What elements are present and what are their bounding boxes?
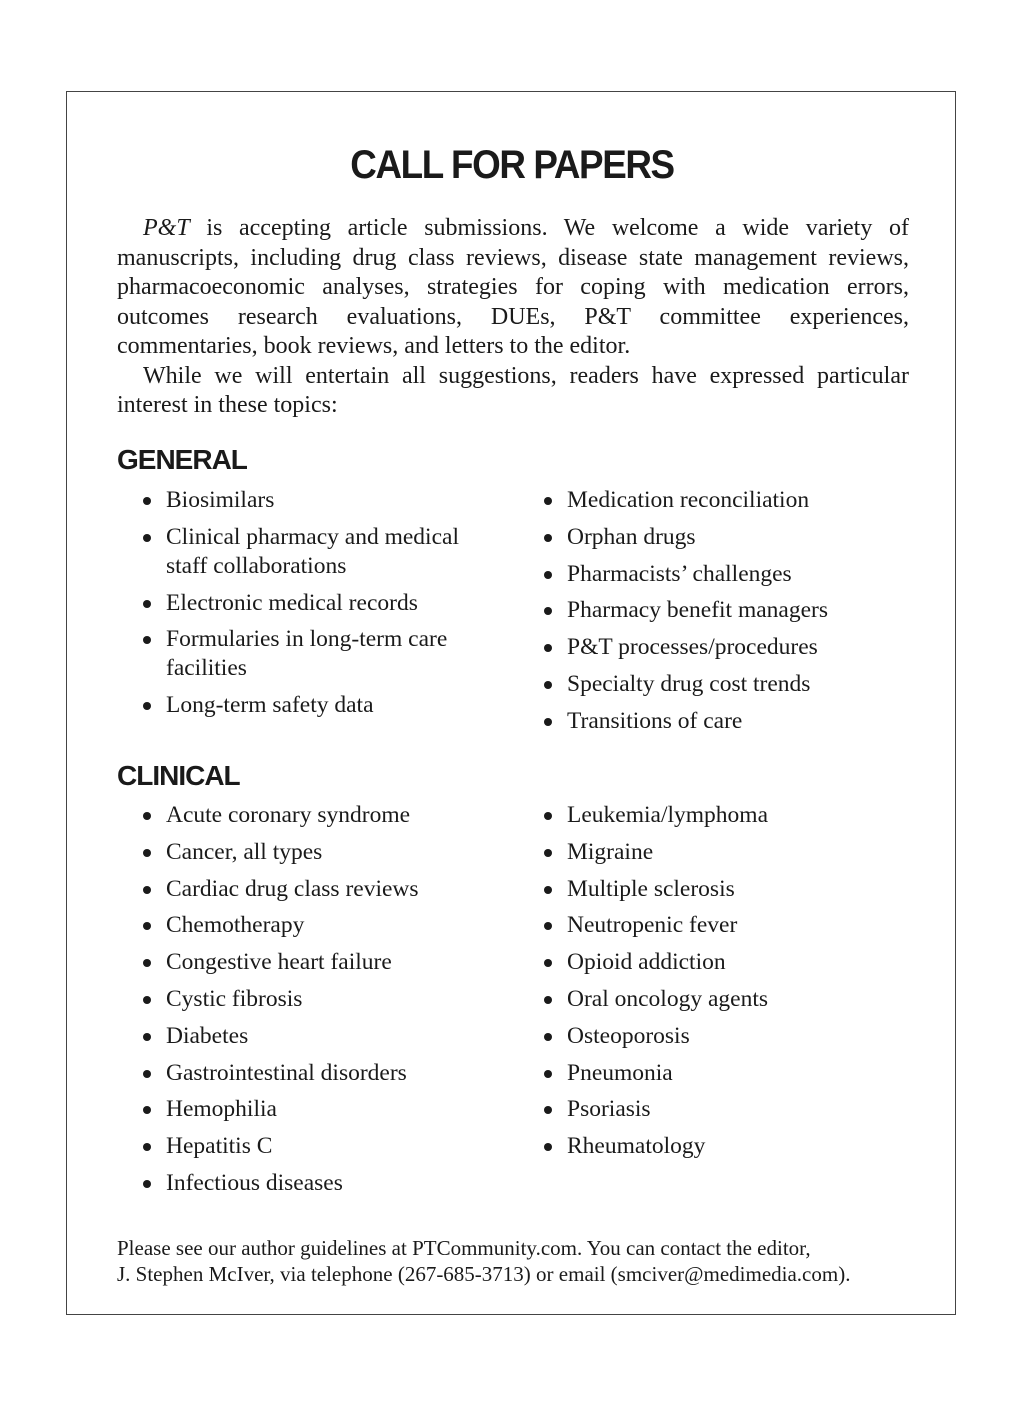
- intro-paragraph-2: While we will entertain all suggestions, readers have expressed particular interest in these topics:: [117, 362, 909, 418]
- topic-list-item: Infectious diseases: [117, 1169, 492, 1198]
- topic-list-item: Psoriasis: [518, 1095, 918, 1124]
- topic-list-item: Formularies in long-term care facilities: [117, 625, 492, 683]
- topic-list-item: Diabetes: [117, 1022, 492, 1051]
- topic-list-item: Transitions of care: [518, 707, 918, 736]
- topic-list-item: Migraine: [518, 838, 918, 867]
- general-list-left: [117, 486, 492, 728]
- footer-note: [117, 1235, 917, 1287]
- magazine-name: P&T: [143, 215, 190, 241]
- topic-list-item: Electronic medical records: [117, 589, 492, 618]
- general-heading: GENERAL: [117, 444, 247, 475]
- topic-list-item: Cancer, all types: [117, 838, 492, 867]
- topic-list-item: Chemotherapy: [117, 911, 492, 940]
- topic-list-item: Orphan drugs: [518, 523, 918, 552]
- topic-list-item: Rheumatology: [518, 1132, 918, 1161]
- topic-list-item: Pharmacists’ challenges: [518, 560, 918, 589]
- footer-line-1: Please see our author guidelines at PTCommunity.com. You can contact the editor,: [117, 1236, 811, 1260]
- intro-paragraph-1-text: is accepting article submissions. We welcome a wide variety of manuscripts, including drug class reviews, disease state management reviews, pharmacoeconomic analyses, strategies for coping with medication errors, outcomes research evaluations, DUEs, P&T committee experiences, commentaries, book reviews, and letters to the editor.: [117, 215, 909, 359]
- topic-list-item: Congestive heart failure: [117, 948, 492, 977]
- topic-list-item: Gastrointestinal disorders: [117, 1059, 492, 1088]
- topic-list-item: Cystic fibrosis: [117, 985, 492, 1014]
- topic-list-item: Osteoporosis: [518, 1022, 918, 1051]
- topic-list-item: Opioid addiction: [518, 948, 918, 977]
- topic-list-item: Leukemia/lymphoma: [518, 801, 918, 830]
- clinical-list-right: [518, 801, 918, 1169]
- topic-list-item: Long-term safety data: [117, 691, 492, 720]
- footer-line-2: J. Stephen McIver, via telephone (267-685-3713) or email (smciver@medimedia.com).: [117, 1262, 851, 1286]
- topic-list-item: Clinical pharmacy and medical staff collaborations: [117, 523, 492, 581]
- topic-list-item: Neutropenic fever: [518, 911, 918, 940]
- topic-list-item: Medication reconciliation: [518, 486, 918, 515]
- topic-list-item: Acute coronary syndrome: [117, 801, 492, 830]
- topic-list-item: Multiple sclerosis: [518, 875, 918, 904]
- topic-list-item: Biosimilars: [117, 486, 492, 515]
- intro-text: [117, 214, 909, 421]
- page-title: CALL FOR PAPERS: [350, 143, 674, 187]
- topic-list-item: Oral oncology agents: [518, 985, 918, 1014]
- topic-list-item: Pneumonia: [518, 1059, 918, 1088]
- topic-list-item: P&T processes/procedures: [518, 633, 918, 662]
- intro-paragraph-1: [117, 214, 909, 362]
- clinical-heading: CLINICAL: [117, 760, 240, 791]
- general-list-right: [518, 486, 918, 744]
- topic-list-item: Hemophilia: [117, 1095, 492, 1124]
- clinical-list-left: [117, 801, 492, 1206]
- topic-list-item: Specialty drug cost trends: [518, 670, 918, 699]
- topic-list-item: Cardiac drug class reviews: [117, 875, 492, 904]
- topic-list-item: Pharmacy benefit managers: [518, 596, 918, 625]
- topic-list-item: Hepatitis C: [117, 1132, 492, 1161]
